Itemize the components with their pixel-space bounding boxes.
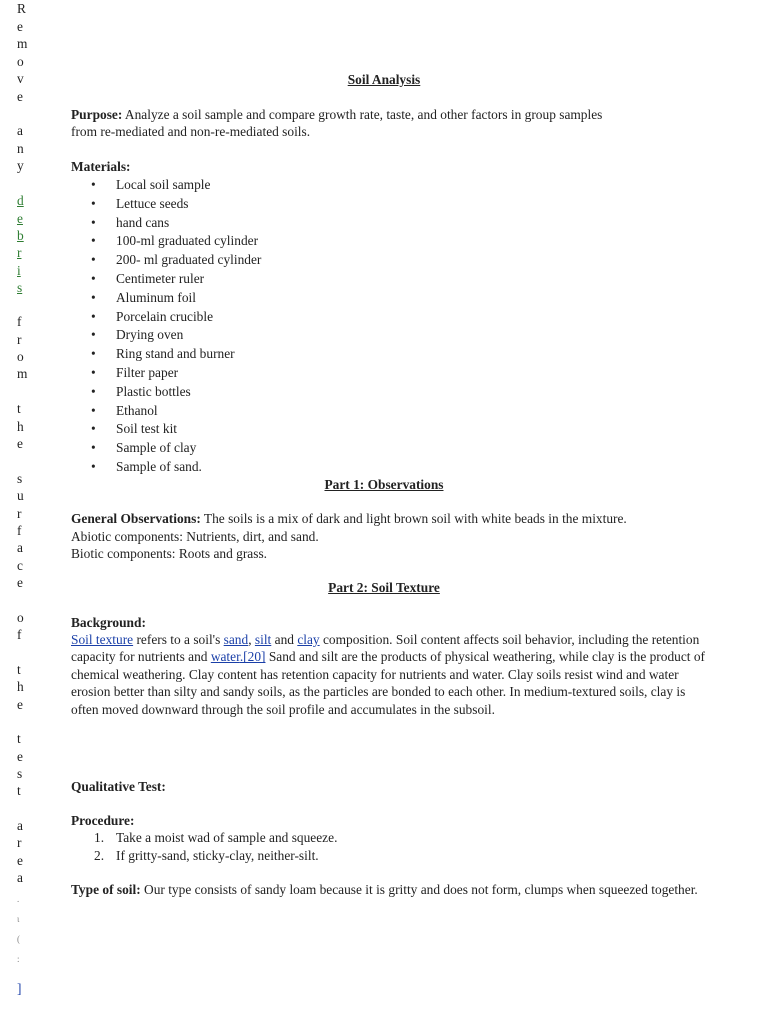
- page-title: Soil Analysis: [347, 72, 421, 87]
- procedure-step-number: 2.: [94, 848, 105, 863]
- sidebar-char: m: [17, 36, 28, 51]
- bullet-icon: •: [91, 195, 96, 211]
- sidebar-char: h: [17, 419, 24, 434]
- link-sand[interactable]: sand: [223, 632, 249, 647]
- purpose-label: Purpose:: [71, 107, 123, 122]
- general-observations-text: The soils is a mix of dark and light brown soil with white beads in the mixture.: [200, 511, 627, 526]
- bullet-icon: •: [91, 214, 96, 230]
- material-item-text: 100-ml graduated cylinder: [116, 233, 259, 249]
- sidebar-char: f: [17, 314, 22, 329]
- sidebar-char: e: [17, 89, 23, 104]
- list-item: [71, 383, 261, 402]
- qualitative-test-label: [71, 778, 166, 796]
- sidebar-char[interactable]: s: [17, 280, 23, 295]
- sidebar-char: y: [17, 158, 24, 173]
- sidebar-char: o: [17, 54, 24, 69]
- type-of-soil-text: Our type consists of sandy loam because it is gritty and does not form, clumps when squeezed together.: [140, 882, 698, 897]
- bullet-icon: •: [91, 233, 96, 249]
- list-item: [71, 345, 261, 364]
- list-item: [71, 289, 261, 308]
- list-item: [71, 420, 261, 439]
- sidebar-char: r: [17, 332, 22, 347]
- bullet-icon: •: [91, 270, 96, 286]
- procedure-step: [71, 829, 337, 847]
- bullet-icon: •: [91, 364, 96, 380]
- bullet-icon: •: [91, 346, 96, 362]
- list-item: [71, 176, 261, 195]
- sidebar-char[interactable]: e: [17, 211, 23, 226]
- link-clay[interactable]: clay: [297, 632, 320, 647]
- sidebar-char: a: [17, 818, 23, 833]
- procedure-step-number: 1.: [94, 830, 105, 845]
- material-item-text: hand cans: [116, 214, 170, 230]
- materials-label: [71, 158, 131, 176]
- sidebar-char: f: [17, 627, 22, 642]
- sidebar-char: t: [17, 662, 21, 677]
- sidebar-char: h: [17, 679, 24, 694]
- sidebar-char[interactable]: b: [17, 228, 24, 243]
- material-item-text: Sample of clay: [116, 440, 197, 456]
- sidebar-char: e: [17, 575, 23, 590]
- sidebar-char: a: [17, 540, 23, 555]
- sidebar-char: c: [17, 558, 23, 573]
- sidebar-char: e: [17, 853, 23, 868]
- materials-label-text: Materials:: [71, 159, 131, 174]
- bg-text-3: and: [271, 632, 298, 647]
- bg-text-4: composition. Soil content affects soil behavior, including the retention capacity for nutrients and: [71, 632, 700, 665]
- sidebar-char: (: [17, 934, 20, 944]
- list-item: [71, 214, 261, 233]
- bg-text-1: refers to a soil's: [133, 632, 224, 647]
- sidebar-char: s: [17, 471, 23, 486]
- procedure-label-text: Procedure:: [71, 813, 135, 828]
- material-item-text: Sample of sand.: [116, 458, 202, 474]
- sidebar-char: e: [17, 697, 23, 712]
- type-of-soil-paragraph: [71, 881, 711, 898]
- list-item: [71, 251, 261, 270]
- list-item: [71, 439, 261, 458]
- link-reference-20[interactable]: .[20]: [239, 649, 266, 665]
- biotic-components: Biotic components: Roots and grass.: [71, 546, 268, 561]
- sidebar-char: m: [17, 366, 28, 381]
- purpose-line-1: [71, 106, 602, 124]
- sidebar-char: t: [17, 783, 21, 798]
- material-item-text: 200- ml graduated cylinder: [116, 252, 262, 268]
- sidebar-char: v: [17, 71, 24, 86]
- list-item: [71, 195, 261, 214]
- material-item-text: Centimeter ruler: [116, 270, 205, 286]
- bg-text-5: Sand and silt are the products of physical weathering, while clay is the product of chemical weathering. Clay content has retention capacity for nutrients and water. Clay soils resist wind and water erosion better than silty and sandy soils, as the particles are bonded to each other. In medium-textured soils, clay is often moved downward through the soil profile and accumulates in the subsoil.: [71, 649, 706, 717]
- bullet-icon: •: [91, 421, 96, 437]
- bullet-icon: •: [91, 327, 96, 343]
- list-item: [71, 326, 261, 345]
- sidebar-char: e: [17, 749, 23, 764]
- material-item-text: Porcelain crucible: [116, 308, 214, 324]
- material-item-text: Filter paper: [116, 364, 179, 380]
- link-silt[interactable]: silt: [254, 632, 272, 647]
- bullet-icon: •: [91, 402, 96, 418]
- bullet-icon: •: [91, 308, 96, 324]
- bullet-icon: •: [91, 289, 96, 305]
- material-item-text: Lettuce seeds: [116, 195, 189, 211]
- procedure-step-text: Take a moist wad of sample and squeeze.: [116, 830, 338, 845]
- sidebar-char: o: [17, 610, 24, 625]
- sidebar-char: f: [17, 523, 22, 538]
- abiotic-components: Abiotic components: Nutrients, dirt, and sand.: [71, 529, 319, 544]
- type-of-soil-label: Type of soil:: [71, 882, 141, 897]
- procedure-step: [71, 847, 337, 865]
- sidebar-char: ι: [17, 914, 20, 924]
- list-item: [71, 232, 261, 251]
- material-item-text: Drying oven: [116, 327, 184, 343]
- list-item: [71, 270, 261, 289]
- sidebar-char: t: [17, 401, 21, 416]
- purpose-text-1: Analyze a soil sample and compare growth rate, taste, and other factors in group samples: [122, 107, 603, 122]
- link-water[interactable]: water: [210, 649, 240, 665]
- sidebar-char: R: [17, 1, 26, 16]
- procedure-label: [71, 812, 134, 830]
- sidebar-char: :: [17, 954, 20, 964]
- bullet-icon: •: [91, 252, 96, 268]
- material-item-text: Soil test kit: [116, 421, 178, 437]
- part2-heading: Part 2: Soil Texture: [328, 580, 440, 595]
- general-observations: [71, 510, 627, 528]
- qualitative-test-label-text: Qualitative Test:: [71, 779, 166, 794]
- sidebar-char: u: [17, 488, 24, 503]
- background-label: [71, 614, 146, 632]
- material-item-text: Ring stand and burner: [116, 346, 235, 362]
- list-item: [71, 308, 261, 327]
- material-item-text: Plastic bottles: [116, 383, 191, 399]
- sidebar-char: r: [17, 506, 22, 521]
- sidebar-char: r: [17, 835, 22, 850]
- background-paragraph: [71, 631, 711, 718]
- sidebar-char: s: [17, 766, 23, 781]
- bullet-icon: •: [91, 177, 96, 192]
- material-item-text: Local soil sample: [116, 177, 211, 192]
- sidebar-char[interactable]: i: [17, 263, 21, 278]
- sidebar-char: n: [17, 141, 24, 156]
- sidebar-char: e: [17, 19, 23, 34]
- procedure-list: [71, 829, 337, 865]
- material-item-text: Aluminum foil: [116, 289, 196, 305]
- part1-heading: Part 1: Observations: [324, 477, 444, 492]
- sidebar-char: t: [17, 731, 21, 746]
- list-item: [71, 364, 261, 383]
- sidebar-char: e: [17, 436, 23, 451]
- sidebar-char: o: [17, 349, 24, 364]
- background-label-text: Background:: [71, 615, 146, 630]
- sidebar-char: .: [17, 894, 20, 904]
- sidebar-char[interactable]: d: [17, 193, 24, 208]
- materials-list: [71, 176, 261, 477]
- sidebar-char: a: [17, 123, 23, 138]
- bullet-icon: •: [91, 458, 96, 474]
- bg-text-2: ,: [248, 632, 255, 647]
- material-item-text: Ethanol: [116, 402, 158, 418]
- list-item: [71, 458, 261, 477]
- sidebar-char[interactable]: ]: [17, 981, 22, 996]
- sidebar-char: a: [17, 870, 23, 885]
- bullet-icon: •: [91, 383, 96, 399]
- bullet-icon: •: [91, 440, 96, 456]
- general-observations-label: General Observations:: [71, 511, 201, 526]
- link-soil-texture[interactable]: Soil texture: [71, 632, 134, 647]
- purpose-line-2: from re-mediated and non-re-mediated soils.: [71, 124, 311, 139]
- sidebar-char[interactable]: r: [17, 245, 22, 260]
- procedure-step-text: If gritty-sand, sticky-clay, neither-silt.: [116, 848, 319, 863]
- list-item: [71, 402, 261, 421]
